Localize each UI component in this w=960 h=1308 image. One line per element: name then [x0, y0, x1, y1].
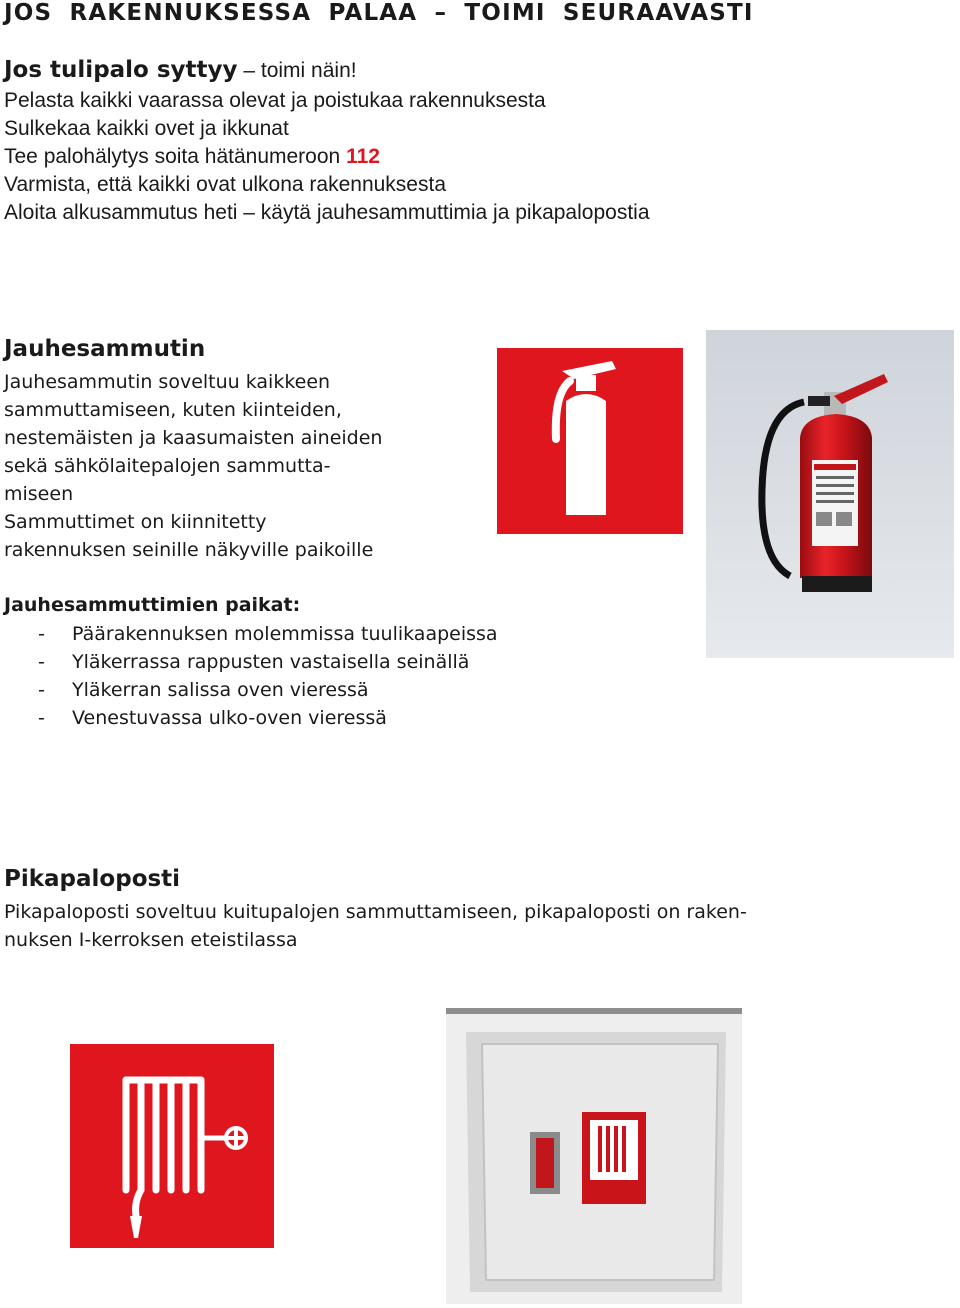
description-line: miseen: [4, 483, 74, 505]
extinguisher-description: [4, 368, 382, 564]
extinguisher-heading: Jauhesammutin: [4, 336, 206, 362]
location-text: Yläkerran salissa oven vieressä: [72, 679, 369, 701]
list-item: [4, 704, 498, 732]
location-text: Yläkerrassa rappusten vastaisella seinällä: [72, 651, 470, 673]
instruction-line: Pelasta kaikki vaarassa olevat ja poistukaa rakennuksesta: [4, 89, 546, 112]
description-line: Sammuttimet on kiinnitetty: [4, 511, 267, 533]
hose-description: [4, 898, 747, 954]
instruction-line: Varmista, että kaikki ovat ulkona rakennuksesta: [4, 173, 446, 196]
fire-heading: [4, 57, 357, 83]
instruction-line: Sulkekaa kaikki ovet ja ikkunat: [4, 117, 289, 140]
location-text: Venestuvassa ulko-oven vieressä: [72, 707, 387, 729]
emergency-number: 112: [346, 145, 380, 168]
list-item: [4, 676, 498, 704]
locations-list: [4, 620, 498, 732]
location-text: Päärakennuksen molemmissa tuulikaapeissa: [72, 623, 498, 645]
description-line: nestemäisten ja kaasumaisten aineiden: [4, 427, 383, 449]
fire-heading-main: Jos tulipalo syttyy: [4, 57, 238, 83]
instruction-line: Aloita alkusammutus heti – käytä jauhesammuttimia ja pikapalopostia: [4, 201, 650, 224]
list-dash: -: [38, 651, 45, 673]
description-line: rakennuksen seinille näkyville paikoille: [4, 539, 374, 561]
fire-instructions: [4, 87, 650, 227]
list-dash: -: [38, 679, 45, 701]
fire-hose-reel-sign-icon: [66, 1040, 278, 1252]
locations-heading: Jauhesammuttimien paikat:: [4, 594, 301, 616]
instruction-line-alarm: [4, 143, 650, 171]
description-line: Jauhesammutin soveltuu kaikkeen: [4, 371, 331, 393]
alarm-text: Tee palohälytys soita hätänumeroon: [4, 145, 347, 168]
fire-heading-rest: – toimi näin!: [237, 59, 357, 82]
hose-heading: Pikapaloposti: [4, 866, 181, 892]
description-line: Pikapaloposti soveltuu kuitupalojen sammuttamiseen, pikapaloposti on raken-: [4, 901, 747, 923]
fire-extinguisher-sign-icon: [492, 343, 688, 539]
fire-extinguisher-photo: [706, 330, 954, 658]
page-title: JOS RAKENNUKSESSA PALAA – TOIMI SEURAAVASTI: [4, 0, 754, 26]
list-item: [4, 648, 498, 676]
description-line: sekä sähkölaitepalojen sammutta-: [4, 455, 331, 477]
fire-hose-cabinet-photo: [446, 1008, 742, 1304]
list-item: [4, 620, 498, 648]
list-dash: -: [38, 623, 45, 645]
description-line: sammuttamiseen, kuten kiinteiden,: [4, 399, 342, 421]
description-line: nuksen I-kerroksen eteistilassa: [4, 929, 298, 951]
list-dash: -: [38, 707, 45, 729]
